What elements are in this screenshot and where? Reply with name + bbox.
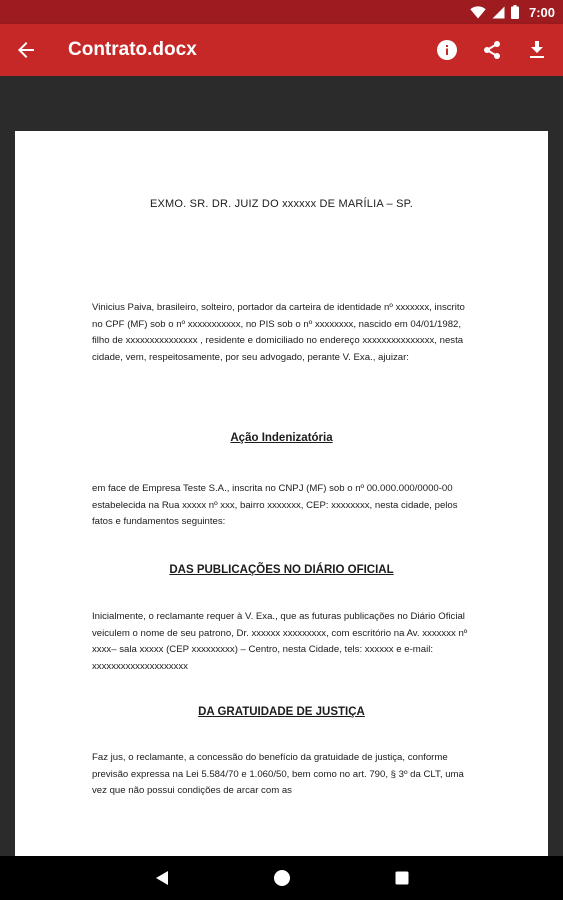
- document-viewer[interactable]: [0, 76, 563, 856]
- nav-recents-icon: [395, 871, 409, 885]
- share-button[interactable]: [470, 24, 514, 76]
- paragraph-publications: Inicialmente, o reclamante requer à V. Exa., que as futuras publicações no Diário Oficial veiculem o nome de seu patrono, Dr. xxxxxx xxxxxxxxx, com escritório na Av. xxxxxxx nº xxxx– sala xxxxx (CEP xxxxxxxxx) – Centro, nesta Cidade, tels: xxxxxx e e-mail: xxxxxxxxxxxxxxxxxxxx: [92, 611, 468, 672]
- nav-home-button[interactable]: [260, 856, 304, 900]
- status-bar: [0, 0, 563, 24]
- document-title: Contrato.docx: [68, 39, 197, 60]
- heading-publications: DAS PUBLICAÇÕES NO DIÁRIO OFICIAL: [169, 564, 394, 576]
- heading-action: Ação Indenizatória: [230, 432, 333, 444]
- nav-home-icon: [273, 869, 291, 887]
- download-icon: [529, 41, 545, 59]
- status-icons: [470, 0, 555, 24]
- info-button[interactable]: [425, 24, 469, 76]
- cellular-signal-icon: [492, 6, 505, 19]
- clock: 7:00: [528, 4, 555, 20]
- navigation-bar: [0, 856, 563, 900]
- paragraph-defendant: em face de Empresa Teste S.A., inscrita no CNPJ (MF) sob o nº 00.000.000/0000-00 estabelecida na Rua xxxxx nº xxx, bairro xxxxxxx, CEP: xxxxxxxx, nesta cidade, pelos fatos e fundamentos seguintes:: [92, 483, 458, 528]
- heading-gratuity: DA GRATUIDADE DE JUSTIÇA: [198, 706, 365, 718]
- nav-back-button[interactable]: [140, 856, 184, 900]
- app-bar: [0, 24, 563, 76]
- paragraph-gratuity: Faz jus, o reclamante, a concessão do benefício da gratuidade de justiça, conforme previsão expressa na Lei 5.584/70 e 1.060/50, bem como no art. 790, § 3º da CLT, uma vez que não possui condições de arcar com as: [92, 752, 464, 797]
- nav-back-icon: [155, 870, 169, 886]
- document-page: [15, 131, 548, 856]
- download-button[interactable]: [515, 24, 559, 76]
- arrow-back-icon: [17, 41, 35, 59]
- info-icon: [437, 40, 457, 60]
- share-icon: [483, 40, 501, 60]
- paragraph-qualification: Vinicius Paiva, brasileiro, solteiro, portador da carteira de identidade nº xxxxxxx, inscrito no CPF (MF) sob o nº xxxxxxxxxxx, no PIS sob o nº xxxxxxxx, nascido em 04/01/1982, filho de xxxxxxxxxxxxxxx , residente e domiciliado no endereço xxxxxxxxxxxxxxx, nesta cidade, vem, respeitosamente, por seu advogado, perante V. Exa., ajuizar:: [92, 302, 465, 363]
- back-button[interactable]: [4, 24, 48, 76]
- wifi-icon: [470, 6, 486, 19]
- battery-icon: [511, 5, 519, 19]
- document-header: EXMO. SR. DR. JUIZ DO xxxxxx DE MARÍLIA – SP.: [149, 198, 414, 210]
- nav-recents-button[interactable]: [380, 856, 424, 900]
